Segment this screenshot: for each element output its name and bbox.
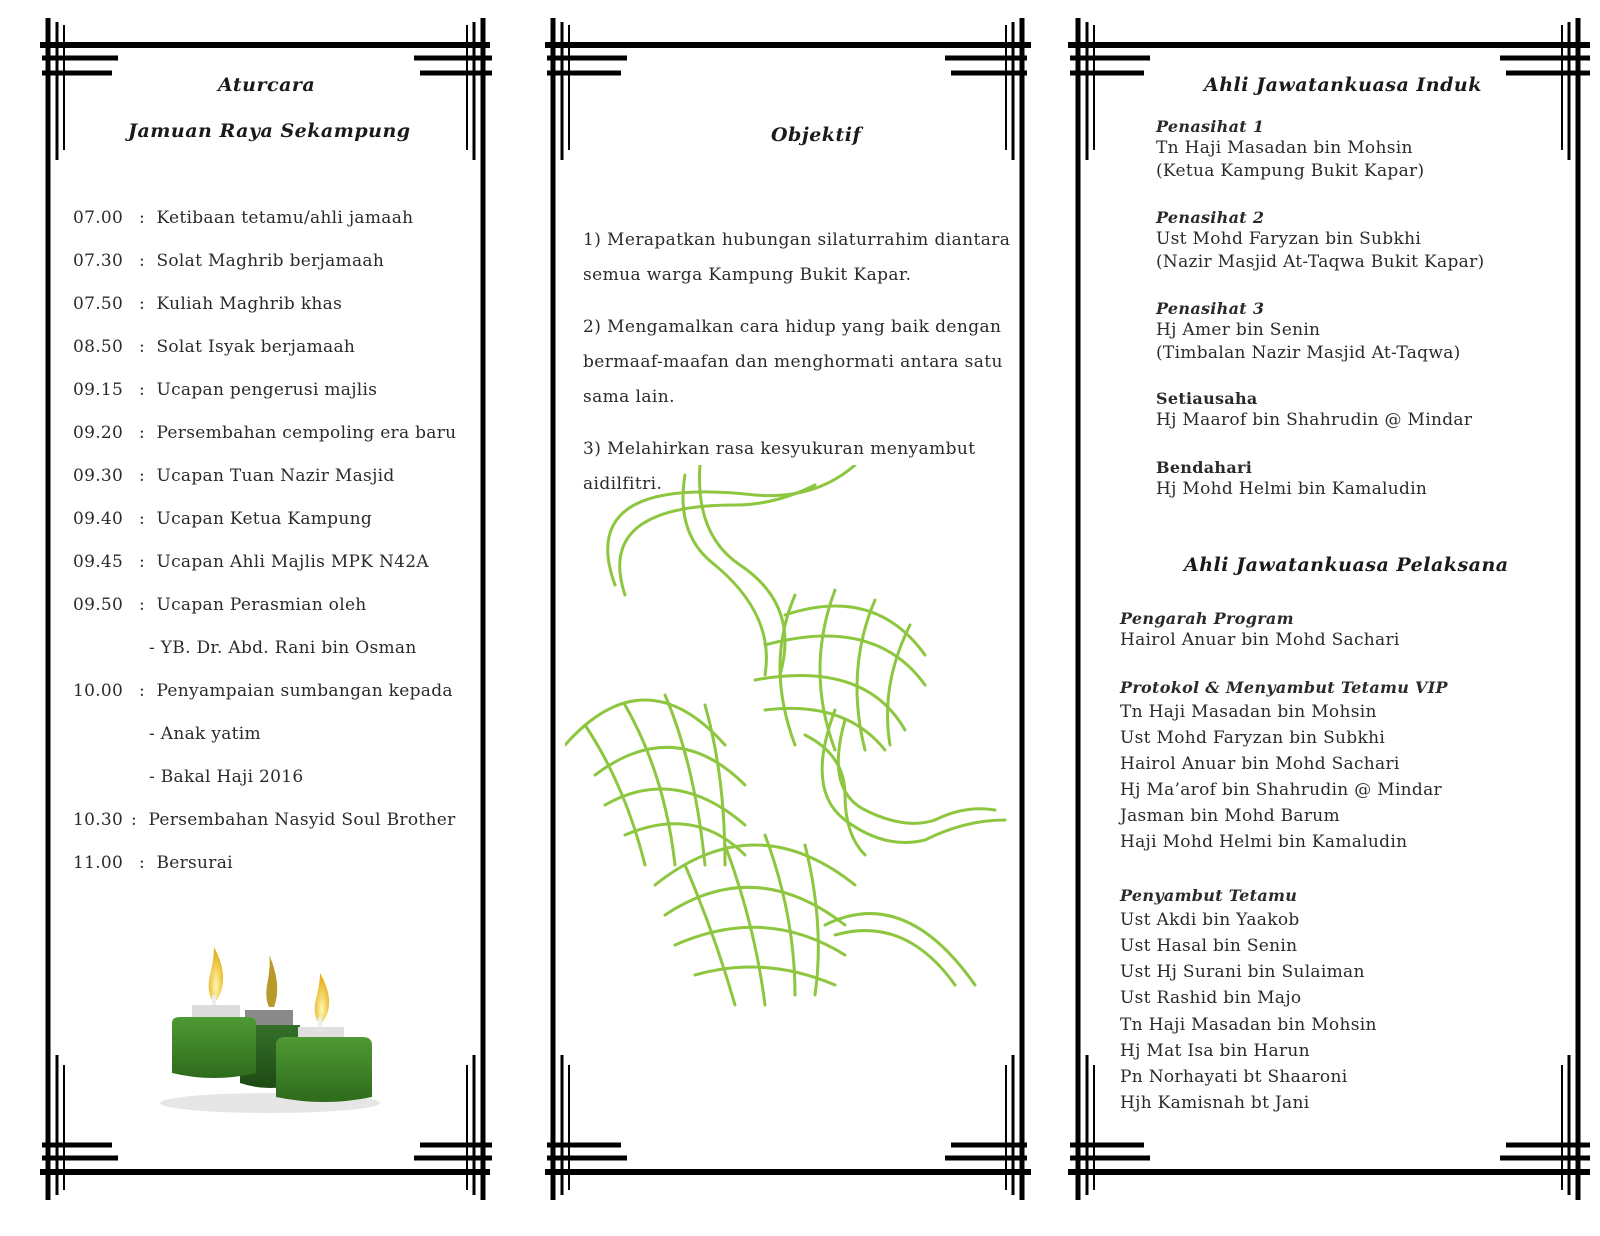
member-name: Ust Mohd Faryzan bin Subkhi bbox=[1156, 229, 1422, 249]
member-name: Haji Mohd Helmi bin Kamaludin bbox=[1120, 832, 1408, 852]
candles-illustration bbox=[150, 945, 400, 1125]
member-note: (Timbalan Nazir Masjid At-Taqwa) bbox=[1156, 343, 1461, 363]
objective-item: 1) Merapatkan hubungan silaturrahim diantara semua warga Kampung Bukit Kapar. bbox=[583, 230, 1011, 285]
role-label: Bendahari bbox=[1156, 458, 1253, 477]
member-name: Hj Maarof bin Shahrudin @ Mindar bbox=[1156, 410, 1473, 430]
member-name: Jasman bin Mohd Barum bbox=[1120, 806, 1340, 826]
schedule-row: - Anak yatim bbox=[149, 724, 261, 744]
right-panel bbox=[1060, 0, 1600, 1236]
schedule-row: 09.45 : Ucapan Ahli Majlis MPK N42A bbox=[73, 552, 429, 572]
schedule-row: 11.00 : Bersurai bbox=[73, 853, 233, 873]
schedule-row: 08.50 : Solat Isyak berjamaah bbox=[73, 337, 356, 357]
committee-title: Ahli Jawatankuasa Pelaksana bbox=[1184, 554, 1509, 576]
member-name: Hairol Anuar bin Mohd Sachari bbox=[1120, 754, 1400, 774]
schedule-row: 09.40 : Ucapan Ketua Kampung bbox=[73, 509, 373, 529]
role-label: Penyambut Tetamu bbox=[1120, 886, 1298, 905]
role-label: Pengarah Program bbox=[1120, 609, 1294, 628]
role-label: Penasihat 2 bbox=[1156, 208, 1265, 227]
committee-title: Ahli Jawatankuasa Induk bbox=[1204, 74, 1482, 96]
member-name: Hj Mohd Helmi bin Kamaludin bbox=[1156, 479, 1428, 499]
schedule-row: 09.15 : Ucapan pengerusi majlis bbox=[73, 380, 378, 400]
member-note: (Ketua Kampung Bukit Kapar) bbox=[1156, 161, 1425, 181]
schedule-row: 09.50 : Ucapan Perasmian oleh bbox=[73, 595, 367, 615]
member-name: Tn Haji Masadan bin Mohsin bbox=[1156, 138, 1413, 158]
member-name: Ust Mohd Faryzan bin Subkhi bbox=[1120, 728, 1386, 748]
member-name: Hjh Kamisnah bt Jani bbox=[1120, 1093, 1310, 1113]
role-label: Setiausaha bbox=[1156, 389, 1258, 408]
page-title: Aturcara bbox=[218, 74, 316, 96]
schedule-row: 07.30 : Solat Maghrib berjamaah bbox=[73, 251, 385, 271]
left-panel bbox=[0, 0, 520, 1236]
schedule-row: 10.30 : Persembahan Nasyid Soul Brother bbox=[73, 810, 456, 830]
schedule-row: 07.50 : Kuliah Maghrib khas bbox=[73, 294, 343, 314]
schedule-row: - YB. Dr. Abd. Rani bin Osman bbox=[149, 638, 417, 658]
role-label: Protokol & Menyambut Tetamu VIP bbox=[1120, 678, 1448, 697]
event-subtitle: Jamuan Raya Sekampung bbox=[128, 120, 411, 142]
member-name: Ust Rashid bin Majo bbox=[1120, 988, 1302, 1008]
schedule-row: 10.00 : Penyampaian sumbangan kepada bbox=[73, 681, 453, 701]
member-name: Tn Haji Masadan bin Mohsin bbox=[1120, 702, 1377, 722]
objective-item: 3) Melahirkan rasa kesyukuran menyambut aidilfitri. bbox=[583, 439, 976, 494]
ketupat-illustration bbox=[565, 465, 1015, 1025]
member-note: (Nazir Masjid At-Taqwa Bukit Kapar) bbox=[1156, 252, 1485, 272]
member-name: Hj Amer bin Senin bbox=[1156, 320, 1321, 340]
schedule-row: 09.20 : Persembahan cempoling era baru bbox=[73, 423, 457, 443]
member-name: Pn Norhayati bt Shaaroni bbox=[1120, 1067, 1348, 1087]
member-name: Hj Ma’arof bin Shahrudin @ Mindar bbox=[1120, 780, 1442, 800]
role-label: Penasihat 3 bbox=[1156, 299, 1265, 318]
member-name: Ust Akdi bin Yaakob bbox=[1120, 910, 1300, 930]
schedule-row: 07.00 : Ketibaan tetamu/ahli jamaah bbox=[73, 208, 414, 228]
member-name: Hj Mat Isa bin Harun bbox=[1120, 1041, 1310, 1061]
middle-panel bbox=[535, 0, 1055, 1236]
member-name: Ust Hj Surani bin Sulaiman bbox=[1120, 962, 1365, 982]
role-label: Penasihat 1 bbox=[1156, 117, 1265, 136]
schedule-row: - Bakal Haji 2016 bbox=[149, 767, 304, 787]
member-name: Hairol Anuar bin Mohd Sachari bbox=[1120, 630, 1400, 650]
objectives-title: Objektif bbox=[771, 124, 862, 146]
member-name: Ust Hasal bin Senin bbox=[1120, 936, 1298, 956]
member-name: Tn Haji Masadan bin Mohsin bbox=[1120, 1015, 1377, 1035]
objective-item: 2) Mengamalkan cara hidup yang baik dengan bermaaf-maafan dan menghormati antara satu sama lain. bbox=[583, 317, 1003, 407]
schedule-row: 09.30 : Ucapan Tuan Nazir Masjid bbox=[73, 466, 395, 486]
